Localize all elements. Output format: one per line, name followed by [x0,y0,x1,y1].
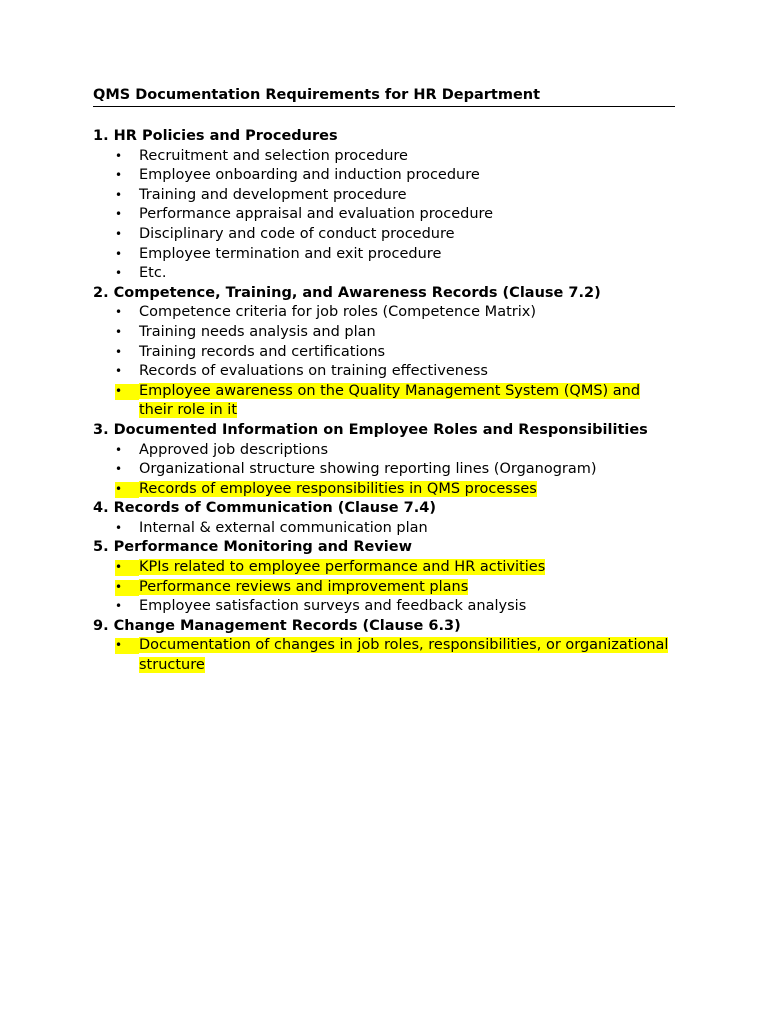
bullet-icon: • [115,344,123,359]
list-item-text: Disciplinary and code of conduct procedure [139,225,455,242]
bullet-icon: • [115,207,123,222]
bullet-icon: • [115,560,123,575]
list-item-text: Employee awareness on the Quality Management System (QMS) and their role in it [139,382,641,419]
bullet-icon: • [115,324,123,339]
bullet-icon: • [115,168,123,183]
list-item [93,264,675,284]
list-item [93,460,675,480]
bullet-icon: • [115,638,123,653]
list-item-text: Performance reviews and improvement plans [139,578,469,595]
highlighted-list-item [93,578,675,598]
list-item-text: Training records and certifications [139,343,386,360]
bullet-icon: • [115,520,123,535]
highlighted-list-item [93,558,675,578]
bullet-icon: • [115,148,123,163]
bullet-icon: • [115,442,123,457]
highlighted-list-item [93,636,675,675]
bullet-list [93,519,675,539]
bullet-icon: • [115,599,123,614]
section-heading: 3. Documented Information on Employee Roles and Responsibilities [93,421,648,438]
list-item-text: Approved job descriptions [139,441,329,458]
list-item-text: Records of evaluations on training effectiveness [139,363,488,380]
list-item [93,343,675,363]
list-item [93,147,675,167]
section-heading: 2. Competence, Training, and Awareness Records (Clause 7.2) [93,284,601,301]
document-section [93,127,675,284]
list-item-text: Employee termination and exit procedure [139,245,442,262]
list-item-text: Employee satisfaction surveys and feedback analysis [139,598,527,615]
bullet-icon: • [115,187,123,202]
list-item [93,186,675,206]
bullet-icon: • [115,305,123,320]
list-item-text: Documentation of changes in job roles, responsibilities, or organizational structure [139,637,669,674]
list-item-text: Records of employee responsibilities in QMS processes [139,480,537,497]
list-item [93,597,675,617]
highlighted-list-item [93,480,675,500]
document-section [93,538,675,616]
list-item-text: Training and development procedure [139,186,407,203]
section-heading: 1. HR Policies and Procedures [93,128,338,144]
section-heading: 4. Records of Communication (Clause 7.4) [93,500,436,517]
bullet-icon: • [115,246,123,261]
title-spacer [93,107,675,127]
list-item-text: Competence criteria for job roles (Competence Matrix) [139,304,536,321]
list-item [93,362,675,382]
list-item-text: Recruitment and selection procedure [139,147,408,164]
list-item-text: Performance appraisal and evaluation procedure [139,206,494,223]
document-section [93,421,675,499]
bullet-list [93,303,675,421]
bullet-icon: • [115,383,123,398]
document-section [93,617,675,676]
list-item-text: Organizational structure showing reporting lines (Organogram) [139,461,597,478]
document-section [93,284,675,421]
list-item-text: Employee onboarding and induction procedure [139,167,480,184]
list-item [93,205,675,225]
bullet-list [93,636,675,675]
section-heading: 5. Performance Monitoring and Review [93,539,413,556]
list-item-text: Etc. [139,265,167,282]
document-title: QMS Documentation Requirements for HR Department [93,86,675,107]
bullet-icon: • [115,579,123,594]
list-item [93,245,675,265]
section-heading: 9. Change Management Records (Clause 6.3) [93,617,461,634]
document-sections [93,127,675,676]
highlighted-list-item [93,382,675,421]
document-page [93,86,675,676]
bullet-icon: • [115,226,123,241]
bullet-icon: • [115,481,123,496]
bullet-icon: • [115,462,123,477]
list-item [93,166,675,186]
bullet-list [93,147,675,284]
list-item-text: KPIs related to employee performance and HR activities [139,559,546,576]
list-item-text: Internal & external communication plan [139,519,428,536]
list-item [93,519,675,539]
bullet-list [93,441,675,500]
bullet-list [93,558,675,617]
document-section [93,499,675,538]
list-item [93,441,675,461]
list-item [93,225,675,245]
bullet-icon: • [115,266,123,281]
list-item [93,303,675,323]
list-item [93,323,675,343]
list-item-text: Training needs analysis and plan [139,323,376,340]
bullet-icon: • [115,364,123,379]
